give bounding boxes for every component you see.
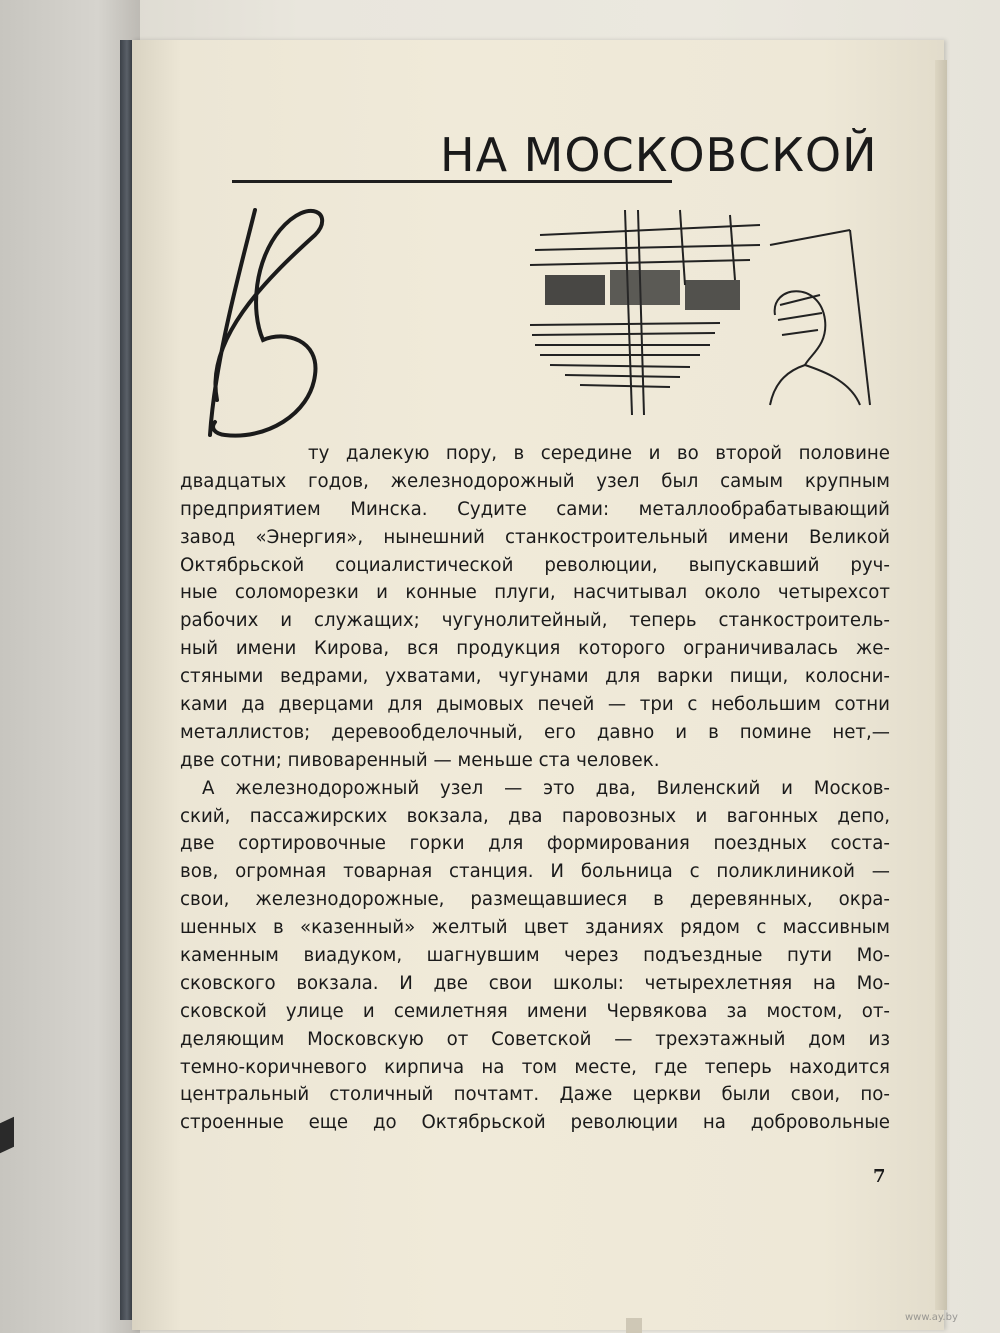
text-line: две сотни; пивоваренный — меньше ста человек. [180, 749, 660, 771]
body-text [180, 440, 890, 1137]
text-line: центральный столичный почтамт. Даже церкви были свои, по- [180, 1084, 890, 1106]
text-line: ный имени Кирова, вся продукция которого ограничивалась же- [180, 638, 890, 660]
text-line: сковской улице и семилетняя имени Червякова за мостом, от- [180, 1000, 890, 1022]
watermark: www.ay.by [905, 1312, 958, 1323]
tape-piece [626, 1318, 642, 1333]
drop-cap-letter [195, 190, 335, 450]
text-line: Октябрьской социалистической революции, выпускавший руч- [180, 554, 890, 576]
text-line: шенных в «казенный» желтый цвет зданиях рядом с массивным [180, 917, 890, 939]
text-line: двадцатых годов, железнодорожный узел был самым крупным [180, 470, 890, 492]
text-line: строенные еще до Октябрьской революции на добровольные [180, 1112, 890, 1134]
page-number: 7 [873, 1166, 886, 1187]
text-line: каменным виадуком, шагнувшим через подъездные пути Мо- [180, 945, 890, 967]
text-line: свои, железнодорожные, размещавшиеся в деревянных, окра- [180, 889, 890, 911]
text-line: две сортировочные горки для формирования поездных соста- [180, 833, 890, 855]
text-line: ту далекую пору, в середине и во второй половине [308, 443, 890, 464]
text-line: деляющим Московскую от Советской — трехэтажный дом из [180, 1028, 890, 1050]
book-cover [0, 0, 140, 1333]
text-line: темно-коричневого кирпича на том месте, где теперь находится [180, 1056, 890, 1078]
text-line: ками да дверцами для дымовых печей — три с небольшим сотни [180, 694, 890, 716]
railway-illustration [520, 205, 880, 415]
text-line: предприятием Минска. Судите сами: металлообрабатывающий [180, 498, 890, 520]
chapter-title: НА МОСКОВСКОЙ [440, 128, 878, 182]
text-line: А железнодорожный узел — это два, Виленский и Москов- [202, 777, 890, 799]
text-line: стяными ведрами, ухватами, чугунами для варки пищи, колосни- [180, 666, 890, 688]
text-line: завод «Энергия», нынешний станкостроительный имени Великой [180, 526, 890, 548]
text-line: металлистов; деревообделочный, его давно и в помине нет,— [180, 721, 890, 743]
text-line: сковского вокзала. И две свои школы: четырехлетняя на Мо- [180, 972, 890, 994]
page-edge [935, 60, 947, 1310]
text-line: ные соломорезки и конные плуги, насчитывал около четырехсот [180, 582, 890, 604]
text-line: ский, пассажирских вокзала, два паровозных и вагонных депо, [180, 805, 890, 827]
text-line: вов, огромная товарная станция. И больница с поликлиникой — [180, 861, 890, 883]
text-line: рабочих и служащих; чугунолитейный, теперь станкостроитель- [180, 610, 890, 632]
